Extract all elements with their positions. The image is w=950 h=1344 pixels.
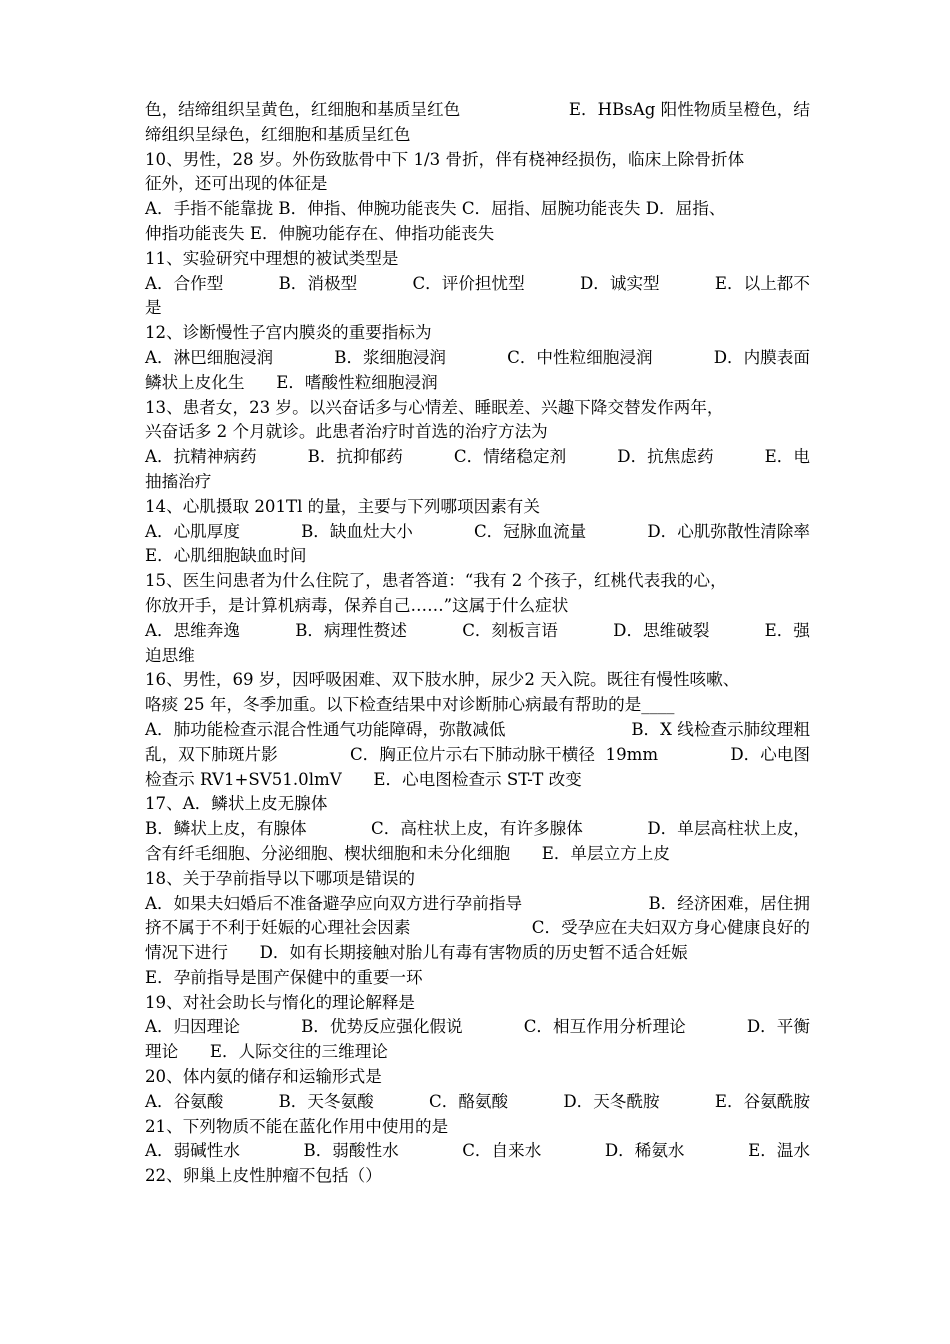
text-segment: 检查示 RV1+SV51.0lmV E．心电图检查示 ST-T 改变 xyxy=(145,769,582,789)
text-segment: C．评价担忧型 xyxy=(412,273,525,293)
text-segment: 19、对社会助长与惰化的理论解释是 xyxy=(145,992,416,1012)
text-line xyxy=(145,445,810,470)
text-line xyxy=(145,743,810,768)
text-line xyxy=(145,792,810,817)
text-segment: 11、实验研究中理想的被试类型是 xyxy=(145,248,399,268)
text-line xyxy=(145,1015,810,1040)
text-segment: 14、心肌摄取 201Tl 的量，主要与下列哪项因素有关 xyxy=(145,496,540,516)
text-segment: 挤不属于不利于妊娠的心理社会因素 xyxy=(145,918,411,938)
text-line xyxy=(145,520,810,545)
text-segment: A．肺功能检查示混合性通气功能障碍，弥散减低 xyxy=(145,719,506,739)
text-line xyxy=(145,1090,810,1115)
text-segment: 16、男性，69 岁，因呼吸困难、双下肢水肿，尿少2 天入院。既往有慢性咳嗽、 xyxy=(145,670,740,690)
text-segment: E．HBsAg 阳性物质呈橙色，结 xyxy=(568,100,810,119)
text-segment: A．思维奔逸 xyxy=(145,620,240,640)
text-segment: B．消极型 xyxy=(278,273,358,293)
text-line xyxy=(145,98,810,123)
text-line xyxy=(145,594,810,619)
text-segment: C．受孕应在夫妇双方身心健康良好的 xyxy=(531,918,810,938)
text-segment: A．谷氨酸 xyxy=(145,1091,224,1111)
text-segment: B．天冬氨酸 xyxy=(278,1091,374,1111)
text-segment: B．优势反应强化假说 xyxy=(301,1017,463,1037)
text-segment: B．缺血灶大小 xyxy=(301,521,413,541)
text-segment: 鳞状上皮化生 E．嗜酸性粒细胞浸润 xyxy=(145,372,438,392)
text-segment: 13、患者女，23 岁。以兴奋话多与心情差、睡眠差、兴趣下降交替发作两年， xyxy=(145,397,724,417)
text-segment: 抽搐治疗 xyxy=(145,471,212,491)
text-segment: C．自来水 xyxy=(462,1141,542,1161)
text-line xyxy=(145,569,810,594)
text-segment: A．淋巴细胞浸润 xyxy=(145,347,274,367)
text-segment: D．心电图 xyxy=(730,744,810,764)
text-segment: C．酪氨酸 xyxy=(429,1091,509,1111)
text-segment: B．病理性赘述 xyxy=(295,620,407,640)
text-line xyxy=(145,619,810,644)
text-line xyxy=(145,1040,810,1065)
text-line xyxy=(145,916,810,941)
text-line xyxy=(145,222,810,247)
text-line xyxy=(145,867,810,892)
text-line xyxy=(145,644,810,669)
text-segment: C．刻板言语 xyxy=(462,620,558,640)
text-line xyxy=(145,296,810,321)
text-line xyxy=(145,371,810,396)
text-segment: C．冠脉血流量 xyxy=(473,521,587,541)
text-segment: D．诚实型 xyxy=(579,273,660,293)
text-segment: A．弱碱性水 xyxy=(145,1141,240,1161)
text-line xyxy=(145,1164,810,1189)
text-segment: A．抗精神病药 xyxy=(145,447,257,467)
text-segment: C．胸正位片示右下肺动脉干横径 19mm xyxy=(349,744,659,764)
text-segment: B．经济困难，居住拥 xyxy=(648,893,810,913)
text-line xyxy=(145,668,810,693)
text-segment: 迫思维 xyxy=(145,645,195,665)
text-segment: D．抗焦虑药 xyxy=(617,447,714,467)
text-segment: 21、下列物质不能在蓝化作用中使用的是 xyxy=(145,1116,449,1136)
text-segment: C．相互作用分析理论 xyxy=(523,1017,686,1037)
text-segment: D．思维破裂 xyxy=(613,620,710,640)
text-line xyxy=(145,966,810,991)
text-segment: A．归因理论 xyxy=(145,1017,240,1037)
text-segment: 22、卵巢上皮性肿瘤不包括（） xyxy=(145,1166,382,1186)
text-line xyxy=(145,272,810,297)
text-segment: A．心肌厚度 xyxy=(145,521,240,541)
text-segment: E．以上都不 xyxy=(714,273,810,293)
text-segment: E．电 xyxy=(764,447,810,467)
text-segment: D．平衡 xyxy=(746,1017,810,1037)
text-line xyxy=(145,817,810,842)
document-page xyxy=(145,98,810,1189)
text-line xyxy=(145,420,810,445)
text-line xyxy=(145,544,810,569)
text-line xyxy=(145,768,810,793)
text-line xyxy=(145,1065,810,1090)
text-line xyxy=(145,123,810,148)
text-segment: E．孕前指导是围产保健中的重要一环 xyxy=(145,967,423,987)
text-segment: 是 xyxy=(145,298,162,318)
text-line xyxy=(145,247,810,272)
text-segment: 含有纤毛细胞、分泌细胞、楔状细胞和未分化细胞 E．单层立方上皮 xyxy=(145,843,670,863)
text-segment: 12、诊断慢性子宫内膜炎的重要指标为 xyxy=(145,323,432,343)
text-segment: 情况下进行 D．如有长期接触对胎儿有毒有害物质的历史暂不适合妊娠 xyxy=(145,943,688,963)
text-segment: 15、医生问患者为什么住院了，患者答道：“我有 2 个孩子，红桃代表我的心， xyxy=(145,571,727,591)
text-line xyxy=(145,892,810,917)
text-segment: D．内膜表面 xyxy=(713,347,810,367)
text-segment: 咯痰 25 年，冬季加重。以下检查结果中对诊断肺心病最有帮助的是____ xyxy=(145,695,675,715)
text-line xyxy=(145,1139,810,1164)
text-segment: 征外，还可出现的体征是 xyxy=(145,174,328,194)
text-line xyxy=(145,197,810,222)
text-segment: 20、体内氨的储存和运输形式是 xyxy=(145,1067,382,1087)
text-line xyxy=(145,148,810,173)
text-line xyxy=(145,1115,810,1140)
text-segment: C．情绪稳定剂 xyxy=(453,447,567,467)
text-line xyxy=(145,718,810,743)
text-segment: E．温水 xyxy=(748,1141,810,1161)
text-segment: B．X 线检查示肺纹理粗 xyxy=(631,719,810,739)
text-segment: C．高柱状上皮，有许多腺体 xyxy=(371,819,583,839)
text-segment: 兴奋话多 2 个月就诊。此患者治疗时首选的治疗方法为 xyxy=(145,422,548,442)
text-segment: 18、关于孕前指导以下哪项是错误的 xyxy=(145,868,416,888)
text-line xyxy=(145,991,810,1016)
text-segment: A．手指不能靠拢 B．伸指、伸腕功能丧失 C．屈指、屈腕功能丧失 D．屈指、 xyxy=(145,199,726,219)
text-segment: D．单层高柱状上皮， xyxy=(647,819,810,839)
text-segment: A．如果夫妇婚后不准备避孕应向双方进行孕前指导 xyxy=(145,893,523,913)
text-segment: B．浆细胞浸润 xyxy=(334,347,447,367)
text-segment: 10、男性，28 岁。外伤致肱骨中下 1/3 骨折，伴有桡神经损伤，临床上除骨折体 xyxy=(145,149,745,169)
text-segment: C．中性粒细胞浸润 xyxy=(507,347,653,367)
text-segment: B．抗抑郁药 xyxy=(307,447,403,467)
text-line xyxy=(145,396,810,421)
text-segment: 理论 E．人际交往的三维理论 xyxy=(145,1042,388,1062)
text-line xyxy=(145,693,810,718)
text-segment: 缔组织呈绿色，红细胞和基质呈红色 xyxy=(145,124,411,144)
text-segment: B．弱酸性水 xyxy=(303,1141,399,1161)
text-segment: 伸指功能丧失 E．伸腕功能存在、伸指功能丧失 xyxy=(145,223,495,243)
text-line xyxy=(145,470,810,495)
text-segment: D．稀氨水 xyxy=(604,1141,685,1161)
text-segment: 17、A．鳞状上皮无腺体 xyxy=(145,794,328,814)
text-segment: E．心肌细胞缺血时间 xyxy=(145,546,307,566)
text-segment: E．谷氨酰胺 xyxy=(714,1091,810,1111)
text-line xyxy=(145,346,810,371)
text-line xyxy=(145,842,810,867)
text-segment: 你放开手，是计算机病毒，保养自己……”这属于什么症状 xyxy=(145,595,569,615)
text-line xyxy=(145,321,810,346)
text-segment: 乱，双下肺斑片影 xyxy=(145,744,278,764)
text-segment: E．强 xyxy=(764,620,810,640)
text-line xyxy=(145,172,810,197)
text-line xyxy=(145,495,810,520)
text-segment: D．天冬酰胺 xyxy=(563,1091,660,1111)
text-segment: D．心肌弥散性清除率 xyxy=(647,521,810,541)
text-segment: 色，结缔组织呈黄色，红细胞和基质呈红色 xyxy=(145,100,461,119)
text-segment: B．鳞状上皮，有腺体 xyxy=(145,819,307,839)
text-segment: A．合作型 xyxy=(145,273,224,293)
text-line xyxy=(145,941,810,966)
